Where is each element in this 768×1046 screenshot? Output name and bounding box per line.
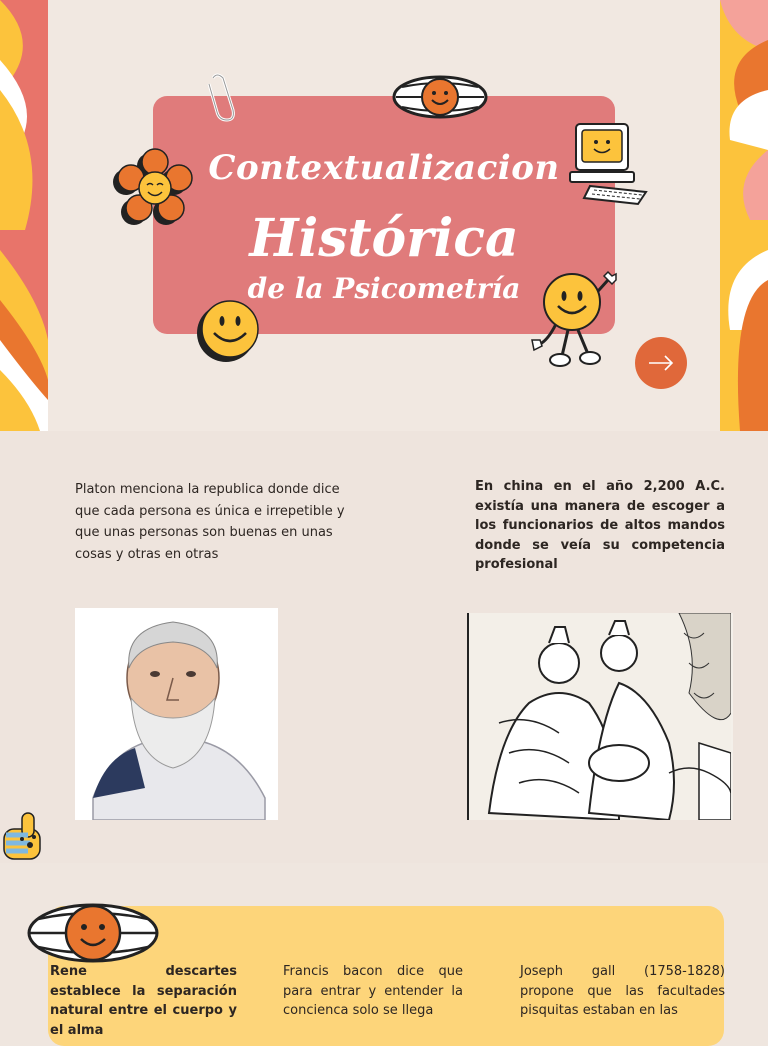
smiley-globe-icon (26, 901, 160, 965)
philosophers-slide (0, 863, 768, 1038)
plato-paragraph: Platon menciona la republica donde dice que cada persona es única e irrepetible y que unas personas son buenas en unas cosas y otras en otras (75, 482, 345, 562)
paperclip-icon (203, 70, 239, 122)
history-slide (0, 431, 768, 863)
china-paragraph: En china en el año 2,200 A.C. existía una manera de escoger a los funcionarios de altos mandos donde se veía su competencia profesional (475, 479, 725, 572)
bacon-paragraph: Francis bacon dice que para entrar y entender la concienca solo se llega (283, 964, 463, 1018)
title-line-2: Histórica (249, 208, 519, 269)
walking-smiley-icon (526, 270, 626, 370)
smiley-globe-icon (392, 74, 488, 120)
plato-portrait-image (75, 608, 278, 820)
smiley-face-icon (196, 299, 262, 363)
thumbs-up-sticker-icon (0, 809, 46, 865)
title-slide (0, 0, 768, 431)
title-line-1: Contextualizacion (208, 148, 560, 188)
arrow-right-icon (648, 355, 674, 371)
ancient-china-illustration (467, 613, 733, 820)
next-slide-button[interactable] (635, 337, 687, 389)
title-line-3: de la Psicometría (247, 272, 521, 305)
descartes-paragraph: Rene descartes establece la separación natural entre el cuerpo y el alma (50, 964, 237, 1038)
gall-paragraph: Joseph gall (1758-1828) propone que las facultades pisquitas estaban en las (520, 964, 725, 1018)
